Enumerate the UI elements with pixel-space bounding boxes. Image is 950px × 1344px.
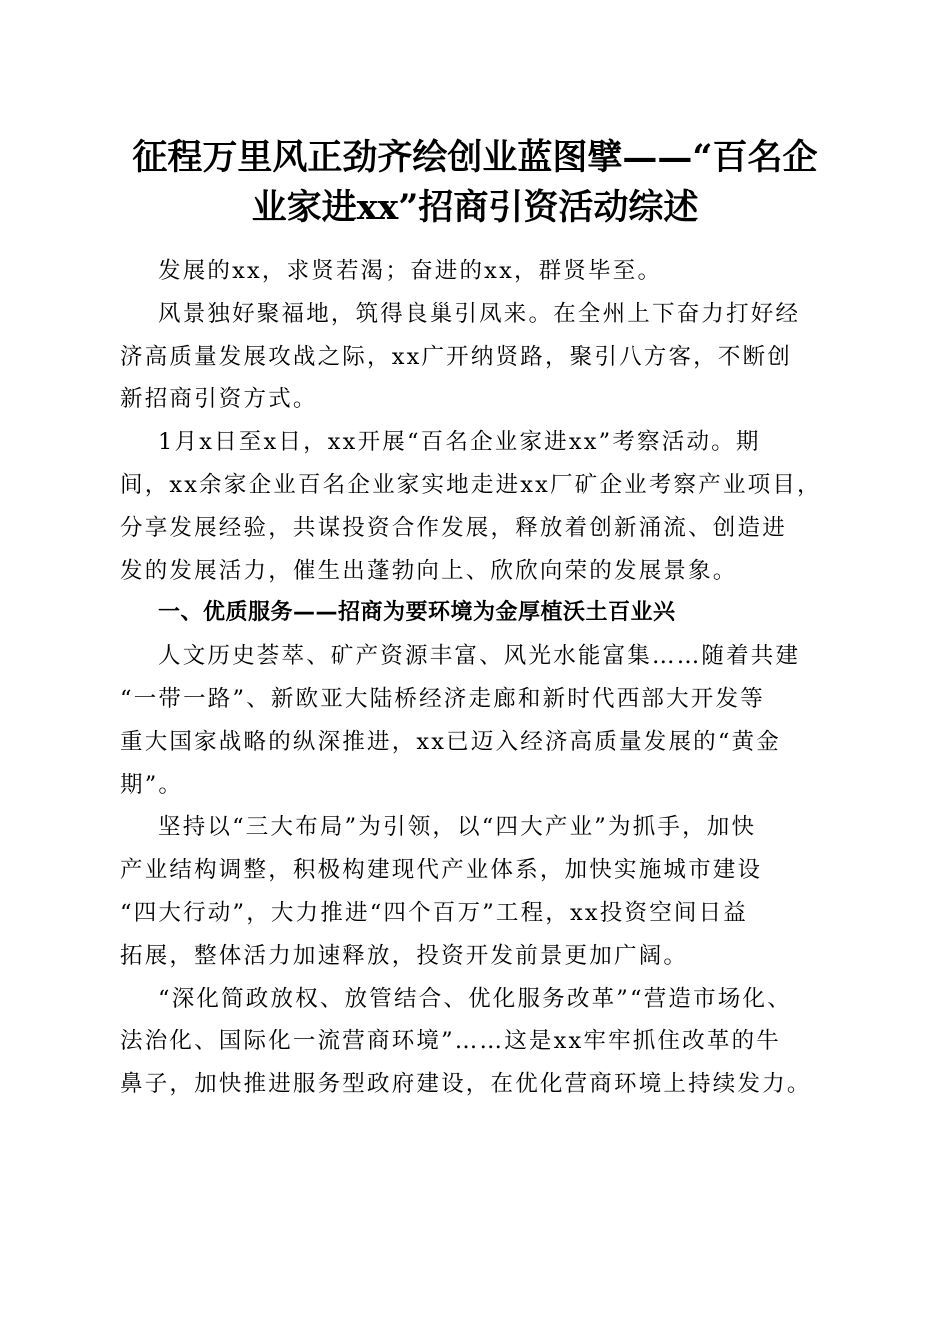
text-line: “深化简政放权、放管结合、优化服务改革”“营造市场化、 <box>158 985 792 1012</box>
text-line: 产业结构调整，积极构建现代产业体系，加快实施城市建设 <box>120 857 763 884</box>
text-line: 鼻子，加快推进服务型政府建设，在优化营商环境上持续发力。 <box>120 1071 812 1098</box>
text-line: 发的发展活力，催生出蓬勃向上、欣欣向荣的发展景象。 <box>120 557 738 584</box>
title-line: 征程万里风正劲齐绘创业蓝图擘——“百名企 <box>132 137 818 178</box>
paragraph-6 <box>120 978 832 1106</box>
text-line: 坚持以“三大布局”为引领，以“四大产业”为抓手，加快 <box>158 814 757 841</box>
document-body <box>120 250 832 1106</box>
text-line: 济高质量发展攻战之际，xx广开纳贤路，聚引八方客，不断创 <box>120 343 792 370</box>
text-line: 人文历史荟萃、矿产资源丰富、风光水能富集……随着共建 <box>158 643 801 670</box>
title-line: 业家进xx”招商引资活动综述 <box>251 187 699 228</box>
paragraph-5 <box>120 806 832 977</box>
paragraph-4 <box>120 635 832 806</box>
paragraph-3 <box>120 421 832 592</box>
text-line: “一带一路”、新欧亚大陆桥经济走廊和新时代西部大开发等 <box>120 685 765 712</box>
paragraph-1 <box>120 250 832 293</box>
section-heading <box>120 592 832 635</box>
section-heading-text: 一、优质服务——招商为要环境为金厚植沃土百业兴 <box>158 600 676 626</box>
text-line: 1月x日至x日，xx开展“百名企业家进xx”考察活动。期 <box>158 429 761 456</box>
document-title <box>110 133 840 233</box>
text-line: 风景独好聚福地，筑得良巢引凤来。在全州上下奋力打好经 <box>158 300 801 327</box>
text-line: 拓展，整体活力加速释放，投资开发前景更加广阔。 <box>120 942 689 969</box>
text-line: 间，xx余家企业百名企业家实地走进xx厂矿企业考察产业项目， <box>120 471 822 498</box>
text-line: 法治化、国际化一流营商环境”……这是xx牢牢抓住改革的牛 <box>120 1028 781 1055</box>
paragraph-2 <box>120 293 832 421</box>
text-line: 新招商引资方式。 <box>120 386 318 413</box>
text-line: 发展的xx，求贤若渴；奋进的xx，群贤毕至。 <box>158 258 663 284</box>
text-line: 期”。 <box>120 771 184 798</box>
text-line: 分享发展经验，共谋投资合作发展，释放着创新涌流、创造进 <box>120 514 787 541</box>
text-line: “四大行动”，大力推进“四个百万”工程，xx投资空间日益 <box>120 899 748 926</box>
text-line: 重大国家战略的纵深推进，xx已迈入经济高质量发展的“黄金 <box>120 728 781 755</box>
